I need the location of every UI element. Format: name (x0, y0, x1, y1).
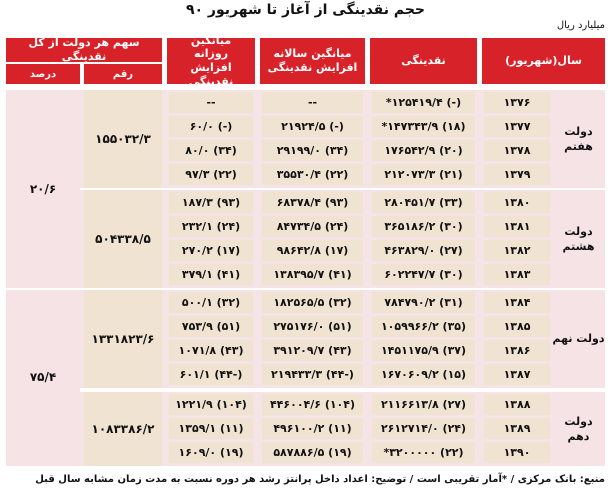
daily-increase-cell: (۱۷) ۲۷۰/۲ (169, 240, 253, 261)
header-daily: میانگین روزانه افزایش نقدینگی (167, 38, 255, 84)
footer-note: منبع: بانک مرکزی / *آمار تقریبی است / توضیح: اعداد داخل پرانتز رشد هر دوره نسبت به مدت زمان مشابه سال قبل (35, 474, 605, 485)
daily-increase-cell: (-۴۴) ۶۰۱/۱ (169, 364, 253, 385)
year-cell: ۱۳۸۴ (484, 292, 550, 313)
liquidity-cell: (۱۸) ۱۴۷۳۴۳/۹* (372, 116, 475, 137)
government-label: دولت هشتم (562, 224, 595, 253)
year-cell: ۱۳۸۷ (484, 364, 550, 385)
liquidity-cell: (۱۵) ۱۶۷۰۶۰۹/۲ (372, 364, 475, 385)
daily-increase-cell: (۱۹) ۱۶۰۹/۰ (169, 442, 253, 463)
liquidity-cell: (۲۰) ۱۷۶۵۴۲/۹ (372, 140, 475, 161)
liquidity-cell: (۳۱) ۷۸۴۷۹۰/۲ (372, 292, 475, 313)
year-cell: ۱۳۸۳ (484, 264, 550, 285)
daily-increase-cell: (۳۲) ۵۰۰/۱ (169, 292, 253, 313)
share-amount: ۵۰۴۳۳۸/۵ (84, 190, 162, 288)
annual-increase-cell: (۱۰۴) ۴۴۶۰۰۴/۶ (262, 394, 363, 415)
daily-increase-cell: (۴۱) ۳۷۹/۱ (169, 264, 253, 285)
annual-increase-cell: (۴۳) ۳۹۱۲۰۹/۷ (262, 340, 363, 361)
annual-increase-cell: (۲۲) ۳۵۵۳۰/۴ (262, 164, 363, 185)
header-share-amount: رقم (84, 64, 162, 84)
daily-increase-cell: (۵۱) ۷۵۳/۹ (169, 316, 253, 337)
daily-increase-cell: (۹۳) ۱۸۷/۳ (169, 192, 253, 213)
liquidity-cell: (۲۱) ۲۱۲۰۷۳/۳ (372, 164, 475, 185)
government-label: دولت دهم (564, 414, 593, 443)
liquidity-cell: (-) ۱۲۵۴۱۹/۴* (372, 92, 475, 113)
annual-increase-cell: (۱۱) ۴۹۶۱۰۰/۲ (262, 418, 363, 439)
liquidity-cell: (۳۷) ۱۴۵۱۱۷۵/۹ (372, 340, 475, 361)
annual-increase-cell: (۱۹) ۵۸۷۸۸۶/۵ (262, 442, 363, 463)
share-amount: ۱۳۳۱۸۲۳/۶ (84, 290, 162, 388)
liquidity-cell: (۲۴) ۲۶۱۲۷۱۴/۰ (372, 418, 475, 439)
share-percent: ۲۰/۶ (6, 90, 80, 288)
liquidity-cell: (۳۵) ۱۰۵۹۹۶۶/۲ (372, 316, 475, 337)
share-amount: ۱۰۸۳۳۸۶/۲ (84, 392, 162, 466)
annual-increase-cell: (-) ۲۱۹۲۴/۵ (262, 116, 363, 137)
year-cell: ۱۳۸۱ (484, 216, 550, 237)
liquidity-cell: (۲۷) ۲۱۱۶۶۱۳/۸ (372, 394, 475, 415)
liquidity-cell: (۲۲) ۳۲۰۰۰۰۰* (372, 442, 475, 463)
annual-increase-cell: (۴۱) ۱۳۸۳۹۵/۷ (262, 264, 363, 285)
year-cell: ۱۳۹۰ (484, 442, 550, 463)
annual-increase-cell: (-۴۴) ۲۱۹۴۳۳/۳ (262, 364, 363, 385)
year-cell: ۱۳۸۶ (484, 340, 550, 361)
header-share-percent: درصد (6, 64, 80, 84)
annual-increase-cell: (۳۴) ۲۹۱۹۹/۰ (262, 140, 363, 161)
year-cell: ۱۳۷۷ (484, 116, 550, 137)
unit-label: میلیارد ریال (556, 20, 605, 31)
annual-increase-cell: (۵۱) ۲۷۵۱۷۶/۰ (262, 316, 363, 337)
government-label: دولت نهم (552, 332, 605, 346)
year-cell: ۱۳۸۵ (484, 316, 550, 337)
annual-increase-cell: (۹۳) ۶۸۳۷۸/۴ (262, 192, 363, 213)
year-cell: ۱۳۷۶ (484, 92, 550, 113)
annual-increase-cell: (۲۴) ۸۴۷۳۴/۵ (262, 216, 363, 237)
annual-increase-cell: -- (262, 92, 363, 113)
year-cell: ۱۳۷۹ (484, 164, 550, 185)
daily-increase-cell: -- (169, 92, 253, 113)
daily-increase-cell: (۱۰۴) ۱۲۲۱/۹ (169, 394, 253, 415)
annual-increase-cell: (۳۲) ۱۸۲۵۶۵/۵ (262, 292, 363, 313)
daily-increase-cell: (۲۲) ۹۷/۳ (169, 164, 253, 185)
share-percent: ۷۵/۴ (6, 290, 80, 464)
header-annual: میانگین سالانه افزایش نقدینگی (260, 38, 365, 84)
share-amount: ۱۵۵۰۳۲/۳ (84, 90, 162, 188)
header-liquidity: نقدینگی (370, 38, 477, 84)
year-cell: ۱۳۸۹ (484, 418, 550, 439)
year-cell: ۱۳۸۰ (484, 192, 550, 213)
daily-increase-cell: (۴۳) ۱۰۷۱/۸ (169, 340, 253, 361)
daily-increase-cell: (۳۴) ۸۰/۰ (169, 140, 253, 161)
government-label: دولت هفتم (564, 124, 593, 153)
liquidity-cell: (۲۷) ۴۶۳۸۲۹/۰ (372, 240, 475, 261)
year-cell: ۱۳۷۸ (484, 140, 550, 161)
liquidity-cell: (۳۳) ۲۸۰۴۵۱/۷ (372, 192, 475, 213)
daily-increase-cell: (۱۱) ۱۳۵۹/۱ (169, 418, 253, 439)
daily-increase-cell: (۲۴) ۲۳۲/۱ (169, 216, 253, 237)
daily-increase-cell: (-) ۶۰/۰ (169, 116, 253, 137)
annual-increase-cell: (۱۷) ۹۸۶۴۲/۸ (262, 240, 363, 261)
header-share: سهم هر دولت از کل نقدینگی (6, 38, 162, 62)
liquidity-cell: (۳۰) ۶۰۲۲۴۷/۷ (372, 264, 475, 285)
page-title: حجم نقدینگی از آغاز تا شهریور ۹۰ (185, 2, 426, 18)
liquidity-cell: (۳۰) ۳۶۵۱۸۶/۲ (372, 216, 475, 237)
year-cell: ۱۳۸۲ (484, 240, 550, 261)
year-cell: ۱۳۸۸ (484, 394, 550, 415)
header-year: سال(شهریور) (482, 38, 605, 84)
